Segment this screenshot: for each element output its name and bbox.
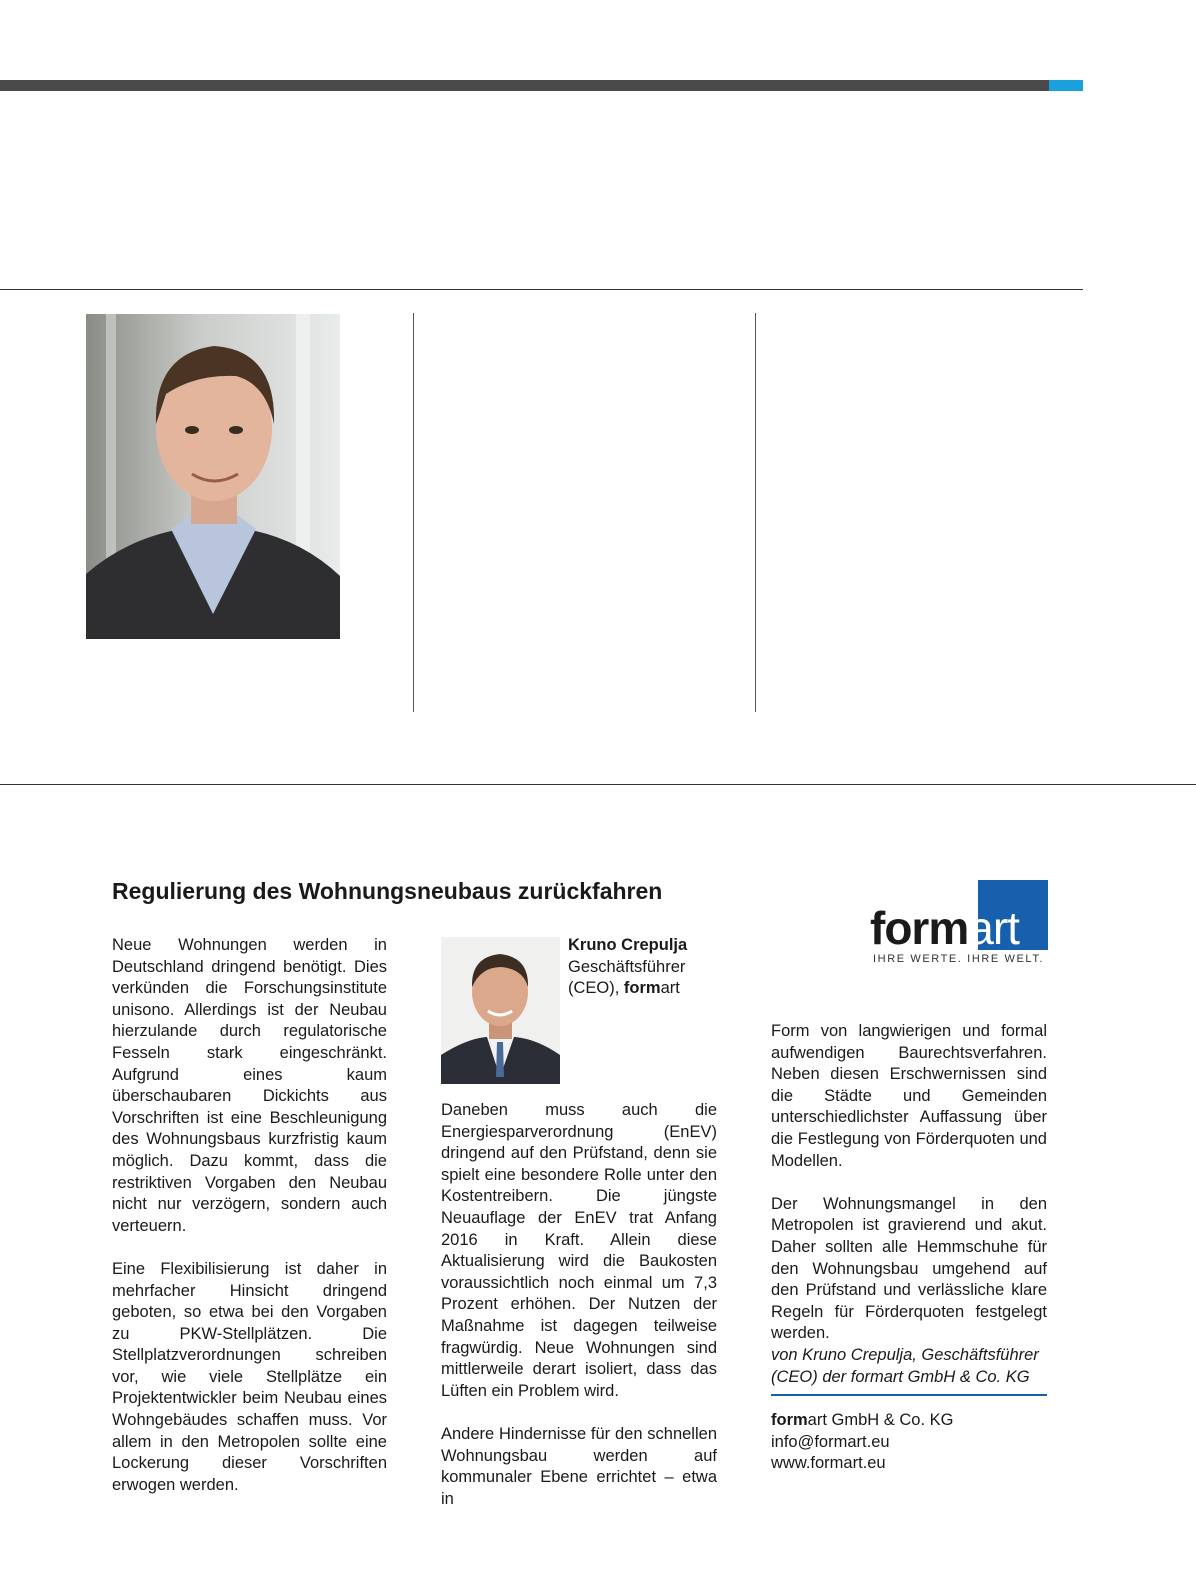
article-column-1 (112, 935, 387, 1496)
paragraph: Eine Flexibilisierung ist daher in mehrfacher Hinsicht dringend geboten, so etwa bei den Vorgaben zu PKW-Stellplätzen. Die Stellplatzverordnungen schreiben vor, wie viele Stellplätze ein Projektentwickler beim Neubau eines Wohngebäudes schaffen muss. Vor allem in den Metropolen sollte eine Lockerung dieser Vorschriften erwogen werden. (112, 1259, 387, 1494)
contact-company-rest: art GmbH & Co. KG (807, 1411, 954, 1430)
author-caption (568, 935, 718, 1000)
formart-logo (870, 880, 1048, 968)
author-role (568, 978, 718, 1000)
article-column-3 (771, 1021, 1047, 1475)
contact-email[interactable]: info@formart.eu (771, 1432, 890, 1451)
column-divider-right (755, 313, 756, 712)
paragraph: Der Wohnungsmangel in den Metropolen ist gravierend und akut. Daher sollten alle Hemmschuhe für den Wohnungsbau umgehend auf den Prüfstand und verlässliche klare Regeln für Förderquoten festgelegt werden. (771, 1194, 1047, 1343)
portrait-photo (86, 314, 340, 639)
contact-company-bold: form (771, 1411, 808, 1430)
article-column-2 (441, 1100, 717, 1510)
author-photo (441, 937, 560, 1084)
contact-block (771, 1410, 1047, 1475)
logo-wordmark (870, 902, 1019, 954)
top-rule-dark (0, 80, 1049, 91)
paragraph: Form von langwierigen und formal aufwendigen Baurechtsverfahren. Neben diesen Erschwernissen sind die Städte und Gemeinden unterschiedlichster Auffassung über die Festlegung von Förderquoten und Modellen. (771, 1022, 1047, 1170)
logo-word-form: form (870, 902, 969, 954)
author-role-prefix: (CEO), (568, 979, 624, 998)
author-company-rest: art (660, 979, 680, 998)
signature-rule (771, 1394, 1047, 1396)
paragraph: Neue Wohnungen werden in Deutschland dringend benötigt. Dies verkünden die Forschungsinstitute unisono. Allerdings ist der Neubau hierzulande durch regulatorische Fesseln stark eingeschränkt. Aufgrund eines kaum überschaubaren Dickichts aus Vorschriften ist eine Beschleunigung des Wohnungsbaus kurzfristig kaum möglich. Dazu kommt, dass die restriktiven Vorgaben den Neubau nicht nur verzögern, sondern auch verteuern. (112, 936, 387, 1235)
author-company-bold: form (623, 979, 661, 998)
top-rule-accent (1049, 80, 1083, 91)
column-divider-left (413, 313, 414, 712)
logo-tagline: IHRE WERTE. IHRE WELT. (873, 953, 1045, 965)
article-headline: Regulierung des Wohnungsneubaus zurückfahren (112, 878, 663, 904)
author-name: Kruno Crepulja (568, 936, 688, 954)
author-title: Geschäftsführer (568, 957, 686, 976)
paragraph: Andere Hindernisse für den schnellen Wohnungsbau werden auf kommunaler Ebene errichtet – etwa in (441, 1424, 717, 1508)
divider-upper (0, 289, 1083, 290)
contact-company (771, 1410, 1047, 1432)
author-signature: von Kruno Crepulja, Geschäftsführer (CEO) der formart GmbH & Co. KG (771, 1345, 1039, 1386)
divider-lower (0, 784, 1196, 785)
paragraph: Daneben muss auch die Energiesparverordnung (EnEV) dringend auf den Prüfstand, denn sie spielt eine besondere Rolle unter den Kostentreibern. Die jüngste Neuauflage der EnEV trat Anfang 2016 in Kraft. Allein diese Aktualisierung wird die Baukosten voraussichtlich noch einmal um 7,3 Prozent erhöhen. Der Nutzen der Maßnahme ist dagegen teilweise fragwürdig. Neue Wohnungen sind mittlerweile derart isoliert, dass das Lüften ein Problem wird. (441, 1101, 717, 1400)
contact-web[interactable]: www.formart.eu (771, 1454, 886, 1473)
logo-word-art: art (968, 902, 1019, 954)
